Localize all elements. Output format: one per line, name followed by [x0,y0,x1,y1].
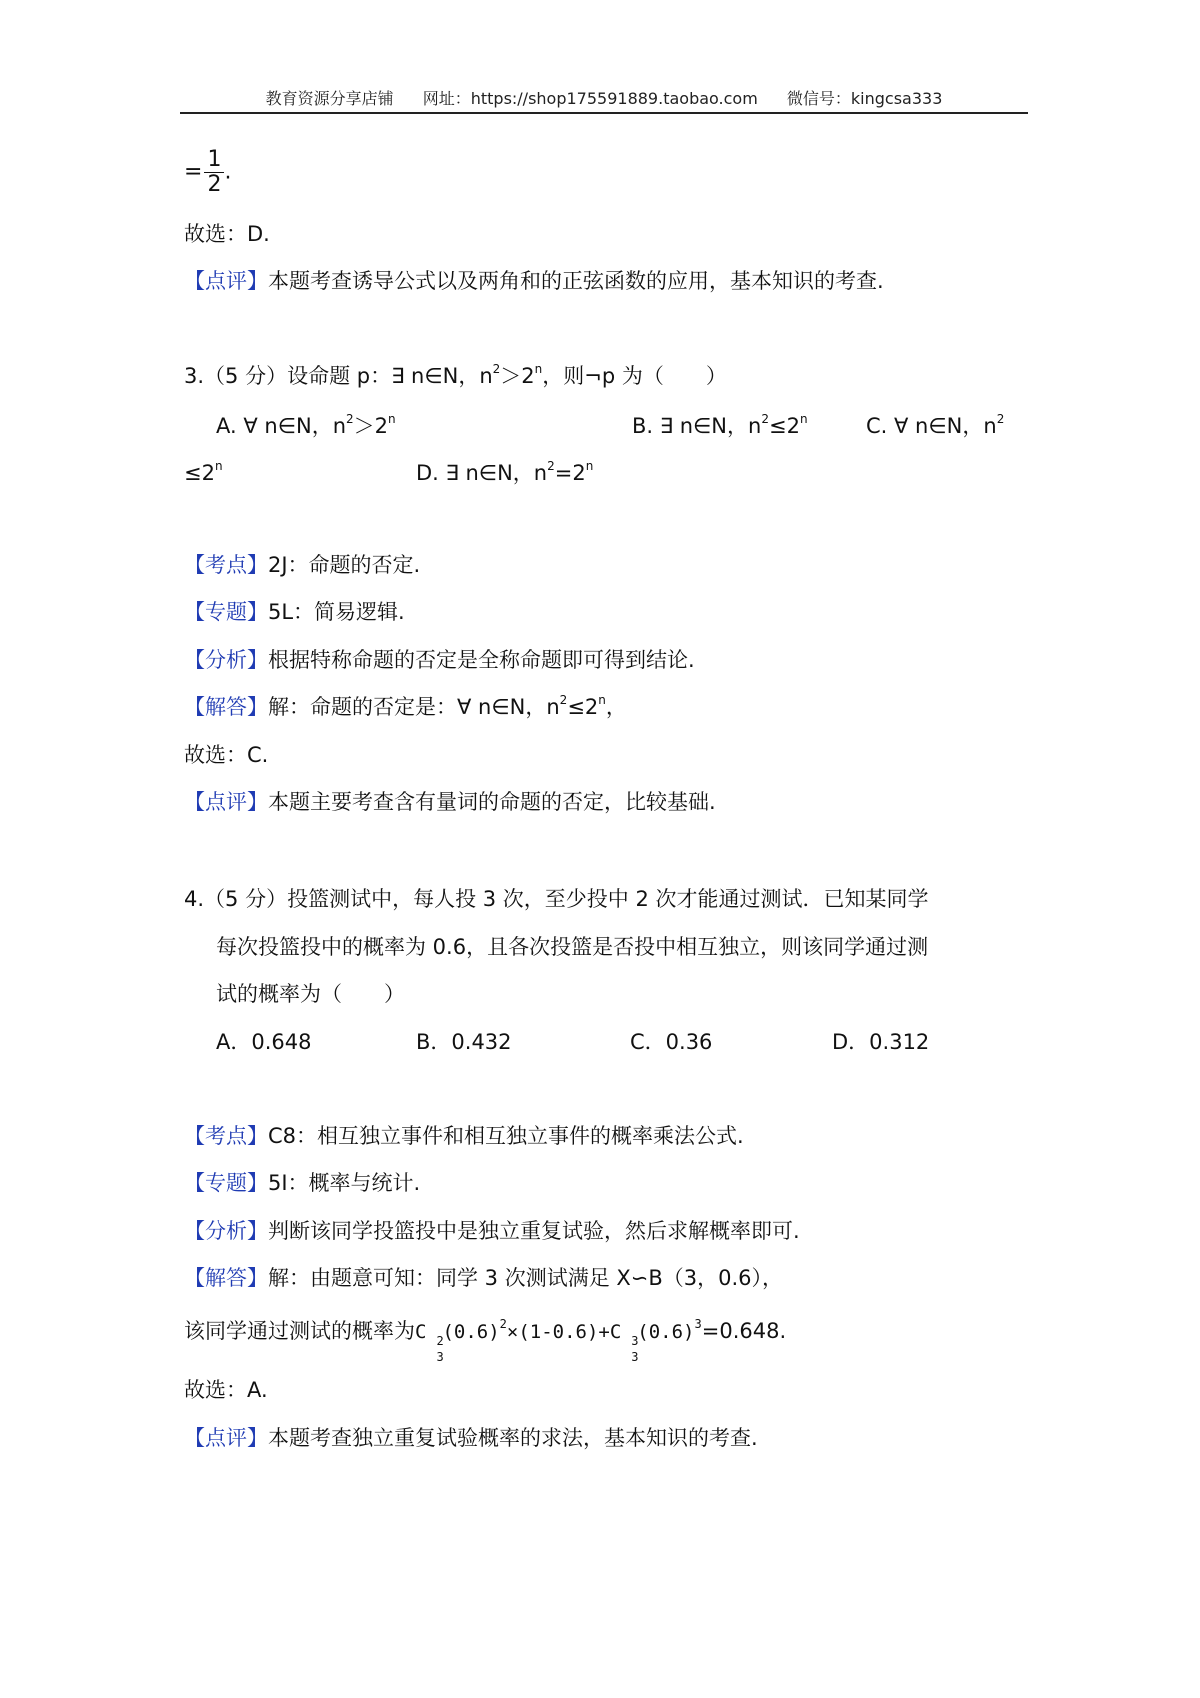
review-tag: 【点评】 [184,269,268,293]
fraction [204,148,224,197]
q4-option-a: A．0.648 [216,1030,312,1054]
opt-b-rel: ≤2 [768,414,800,438]
opt-c-text: C. ∀ n∈N，n [866,414,997,438]
opt-b-sup2: 2 [761,412,769,426]
q2-fraction [184,148,231,197]
review-text: 本题主要考查含有量词的命题的否定，比较基础. [268,790,716,814]
jieda-text-c: ， [605,695,627,719]
opt-d-supn: n [585,459,594,473]
q4-answer: 故选：A. [184,1378,268,1402]
comb-symbol-1: C [415,1321,427,1343]
jieda-tag: 【解答】 [184,695,268,719]
comb2-upper: 3 [631,1334,639,1348]
comb-symbol-2: C [609,1321,622,1343]
q3-review [184,787,716,817]
q3-jieda [184,692,627,722]
fraction-numerator: 1 [204,148,224,173]
q3-stem-sup2: 2 [492,362,501,376]
opt-c-supn: n [214,459,223,473]
kaodian-tag: 【考点】 [184,553,268,577]
fenxi-tag: 【分析】 [184,648,268,672]
q2-eq: = [184,159,203,185]
header-rule [180,112,1028,114]
opt-a-supn: n [388,412,396,426]
zhuanti-tag: 【专题】 [184,600,268,624]
opt-a-rel: ＞2 [353,414,389,438]
formula-result: =0.648. [701,1319,787,1343]
jieda-supn: n [598,693,606,707]
comb1-lower: 3 [436,1350,444,1364]
jieda-text-b: ≤2 [567,695,599,719]
jieda-text: 解：由题意可知：同学 3 次测试满足 X∽B（3，0.6）， [268,1266,784,1290]
q4-kaodian [184,1121,744,1151]
q4-review [184,1423,758,1453]
negation-symbol: ¬ [584,364,602,388]
q3-fenxi [184,645,695,675]
q4-jieda [184,1263,783,1293]
fenxi-tag: 【分析】 [184,1219,268,1243]
q3-answer: 故选：C. [184,743,269,767]
comb2-lower: 3 [631,1350,639,1364]
opt-b-text: B. ∃ n∈N，n [632,414,762,438]
jieda-sup2: 2 [559,693,568,707]
review-tag: 【点评】 [184,790,268,814]
q4-fenxi [184,1216,800,1246]
q4-zhuanti [184,1168,420,1198]
q3-stem [184,361,727,391]
formula-part1: (0.6) [442,1321,500,1343]
zhuanti-tag: 【专题】 [184,1171,268,1195]
q4-stem-line1: 4.（5 分）投篮测试中，每人投 3 次，至少投中 2 次才能通过测试．已知某同学 [184,887,929,911]
q3-option-c [866,411,1004,441]
review-text: 本题考查独立重复试验概率的求法，基本知识的考查. [268,1426,758,1450]
q4-stem-line2: 每次投篮投中的概率为 0.6，且各次投篮是否投中相互独立，则该同学通过测 [216,935,929,959]
formula-part2: ×(1-0.6)+ [506,1321,610,1343]
q3-stem-c: ，则 [542,364,585,388]
opt-c-rel: ≤2 [184,461,215,485]
q4-option-d: D．0.312 [832,1030,930,1054]
q3-option-d [416,458,593,488]
q3-stem-supn: n [534,362,543,376]
q3-option-b [632,411,808,441]
q3-zhuanti [184,597,405,627]
formula-part3: (0.6) [637,1321,695,1343]
opt-d-rel: =2 [554,461,586,485]
zhuanti-text: 5I：概率与统计. [268,1171,421,1195]
header-url: 网址：https://shop175591889.taobao.com [422,89,758,108]
jieda-tag: 【解答】 [184,1266,268,1290]
q3-stem-a: 3.（5 分）设命题 p：∃ n∈N，n [184,364,493,388]
header-wechat: 微信号：kingcsa333 [786,89,943,108]
opt-d-text: D. ∃ n∈N，n [416,461,548,485]
formula-prefix: 该同学通过测试的概率为 [184,1319,415,1343]
q4-stem-line3: 试的概率为（ ） [216,982,405,1006]
formula-expression [415,1317,702,1364]
jieda-text-a: 解：命题的否定是：∀ n∈N，n [268,695,560,719]
q2-answer: 故选：D. [184,222,270,246]
opt-a-sup2: 2 [346,412,354,426]
fenxi-text: 判断该同学投篮投中是独立重复试验，然后求解概率即可. [268,1219,800,1243]
opt-b-supn: n [799,412,808,426]
opt-c-sup2: 2 [996,412,1005,426]
page-header [180,86,1028,109]
q3-stem-d: p 为（ ） [601,364,727,388]
fenxi-text: 根据特称命题的否定是全称命题即可得到结论. [268,648,695,672]
zhuanti-text: 5L：简易逻辑. [268,600,405,624]
comb1-upper: 2 [436,1334,444,1348]
review-tag: 【点评】 [184,1426,268,1450]
formula-sq: 2 [499,1317,507,1331]
q2-period: . [224,159,232,185]
opt-a-text: A. ∀ n∈N，n [216,414,347,438]
formula-cube: 3 [694,1317,702,1331]
header-shop: 教育资源分享店铺 [265,89,394,108]
q2-review [184,266,884,296]
q3-option-a [216,411,396,441]
q3-kaodian [184,550,420,580]
kaodian-text: C8：相互独立事件和相互独立事件的概率乘法公式. [268,1124,744,1148]
q4-option-b: B．0.432 [416,1030,512,1054]
kaodian-text: 2J：命题的否定. [268,553,421,577]
q3-option-c-cont [184,458,223,488]
kaodian-tag: 【考点】 [184,1124,268,1148]
q3-stem-b: ＞2 [500,364,535,388]
q4-option-c: C．0.36 [630,1030,713,1054]
review-text: 本题考查诱导公式以及两角和的正弦函数的应用，基本知识的考查. [268,269,884,293]
opt-d-sup2: 2 [547,459,555,473]
q4-formula [184,1316,787,1364]
fraction-denominator: 2 [207,172,222,197]
